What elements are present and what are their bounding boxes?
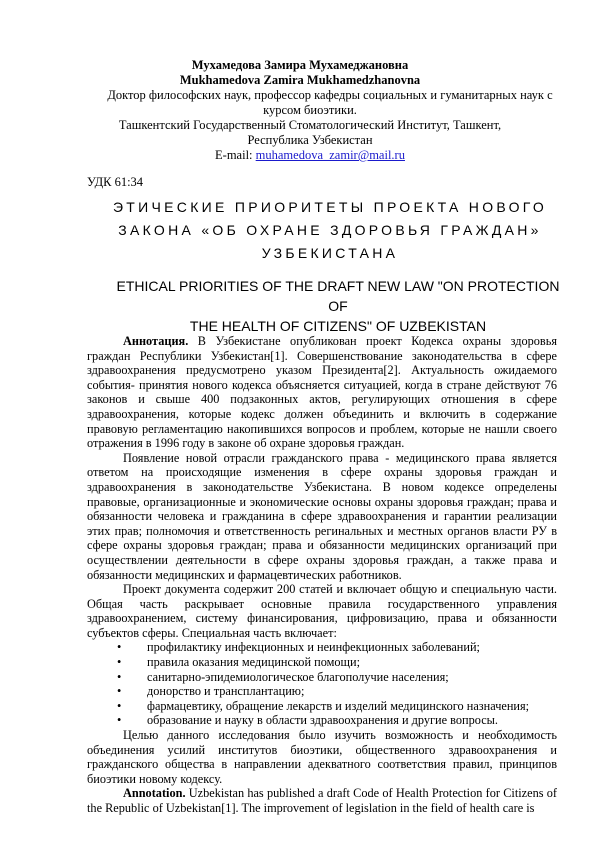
list-item: • санитарно-эпидемиологическое благополучие населения; [117,669,449,684]
abstract-ru-paragraph-4: Целью данного исследования было изучить возможность и необходимость объединения усилий институтов биоэтики, общественного здравоохранения и гражданского общества в направлении адекватного соответствия правил, принципов биоэтики новому кодексу. [87,728,557,786]
email-label: E-mail: [215,148,256,162]
abstract-ru-label: Аннотация. [123,334,189,348]
abstract-ru-paragraph-2: Появление новой отрасли гражданского права - медицинского права является ответом на происходящие изменения в сфере охраны здоровья граждан и здравоохранения в законодательстве Узбекистана. В новом кодексе определены правовые, организационные и экономические основы охраны здоровья граждан; права и обязанности человека и гражданина в сфере здравоохранения и гарантии реализации этих прав; полномочия и ответственность регинальных и местных органов власти РУ в сфере охраны здоровья граждан; права и обязанности медицинских организаций при осуществлении деятельности в сфере охраны здоровья граждан, а также права и обязанности медицинских и фармацевтических работников. [87,450,557,582]
list-item: • правила оказания медицинской помощи; [117,655,361,670]
title-ru [110,196,550,265]
bullet-icon: • [117,684,122,699]
title-ru-line1: ЭТИЧЕСКИЕ ПРИОРИТЕТЫ ПРОЕКТА НОВОГО [112,199,548,215]
bullet-icon: • [117,669,122,684]
title-en-line1: ETHICAL PRIORITIES OF THE DRAFT NEW LAW "ON PROTECTION OF [116,278,560,314]
abstract-body [87,334,557,816]
abstract-ru-paragraph-3: Проект документа содержит 200 статей и включает общую и специальную части. Общая часть раскрывает основные правила государственного управления здравоохранением, систему финансирования, цифровизацию, права и обязанности субъектов сферы. Специальная часть включает: [87,582,557,640]
author-name-en: Mukhamedova Zamira Mukhamedzhanovna [179,73,421,87]
title-ru-line3: УЗБЕКИСТАНА [261,245,399,261]
udk-code: УДК 61:34 [87,175,144,189]
author-position-line1: Доктор философских наук, профессор кафедры социальных и гуманитарных наук с [107,88,553,102]
author-name-ru: Мухамедова Замира Мухамеджановна [191,58,409,72]
abstract-en-paragraph-1 [87,786,557,815]
abstract-en-p1-text: Uzbekistan has published a draft Code of Health Protection for Citizens of the Republic of Uzbekistan[1]. The improvement of legislation in the field of health care is [87,786,557,815]
title-en-line2: THE HEALTH OF CITIZENS" OF UZBEKISTAN [189,318,487,334]
title-en [110,276,566,336]
institute-line1: Ташкентский Государственный Стоматологический Институт, Ташкент, [118,118,502,132]
list-item: • фармацевтику, обращение лекарств и изделий медицинского назначения; [117,698,530,713]
title-ru-line2: ЗАКОНА «ОБ ОХРАНЕ ЗДОРОВЬЯ ГРАЖДАН» [118,222,542,238]
abstract-en-label: Annotation. [123,786,186,801]
bullet-icon: • [117,713,122,728]
bullet-icon: • [117,640,122,655]
list-item: • образование и науку в области здравоохранения и другие вопросы. [117,713,498,728]
abstract-ru-p1-text: В Узбекистане опубликован проект Кодекса охраны здоровья граждан Республики Узбекистан[1]. Совершенствование законодательства в сфере здравоохранения предусмотрено указом Президента[2]. Актуальность ожидаемого события- принятия нового кодекса объясняется ситуацией, когда в стране действуют 76 законов и свыше 400 подзаконных актов, регулирующих отношения в сфере здравоохранения, которые кодекс должен объединить и включить в содержание правовую регламентацию накопившихся вопросов и проблем, которые не нашли своего отражения в 1996 году в законе об охране здоровья граждан. [87,334,557,451]
email-link[interactable]: muhamedova_zamir@mail.ru [255,148,405,162]
list-item: • профилактику инфекционных и неинфекционных заболеваний; [117,640,480,655]
author-position-line2: курсом биоэтики. [263,103,357,117]
bullet-icon: • [117,655,122,670]
institute-line2: Республика Узбекистан [247,133,373,147]
email-line [110,148,510,163]
list-item: • донорство и трансплантацию; [117,684,305,699]
special-part-list [87,640,557,728]
abstract-ru-paragraph-1 [87,334,557,451]
bullet-icon: • [117,698,122,713]
